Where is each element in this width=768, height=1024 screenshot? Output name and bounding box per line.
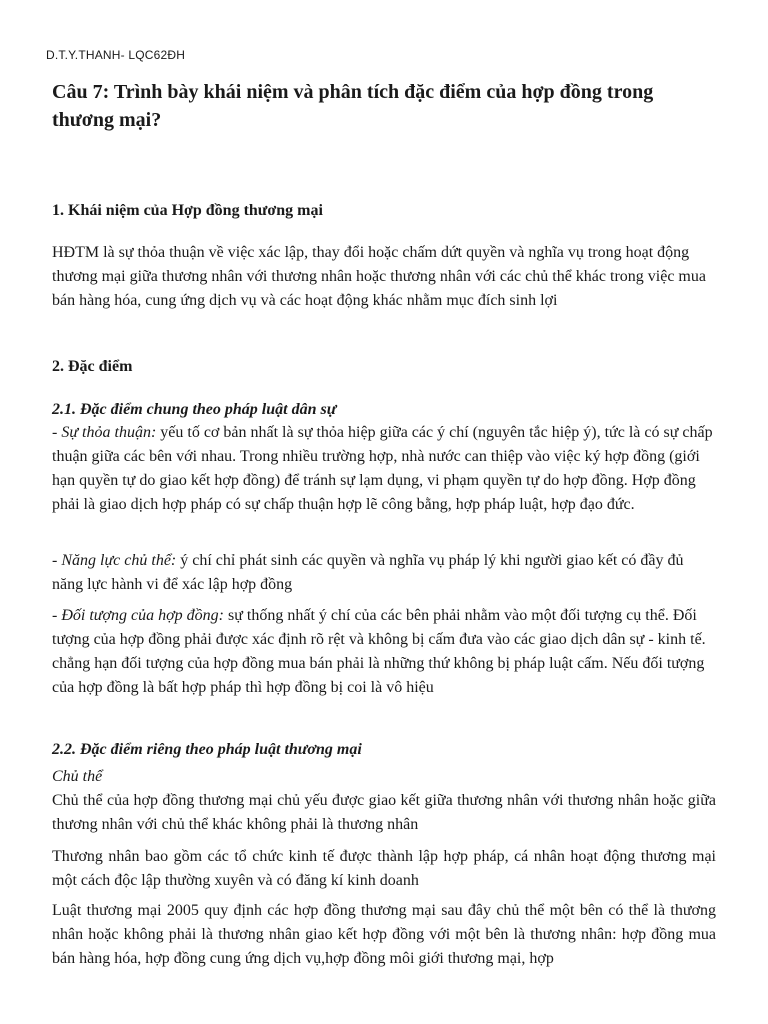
object-text: sự thống nhất ý chí của các bên phải nhằm vào một đối tượng cụ thể. Đối tượng của hợp đồng phải được xác định rõ rệt và không bị cấm đưa vào các giao dịch dân sự - kinh tế. chẳng hạn đối tượng của hợp đồng mua bán phải là những thứ không bị pháp luật cấm. Nếu đối tượng của hợp đồng là bất hợp pháp thì hợp đồng bị coi là vô hiệu bbox=[52, 607, 706, 696]
subject-label: Chủ thể bbox=[52, 768, 103, 785]
section-2-1-paragraph-capacity bbox=[52, 549, 716, 597]
section-2-2-heading: 2.2. Đặc điểm riêng theo pháp luật thương mại bbox=[52, 741, 362, 758]
section-1-heading: 1. Khái niệm của Hợp đồng thương mại bbox=[52, 202, 323, 219]
section-2-2-paragraph-2: Thương nhân bao gồm các tổ chức kinh tế được thành lập hợp pháp, cá nhân hoạt động thương mại một cách độc lập thường xuyên và có đăng kí kinh doanh bbox=[52, 848, 716, 889]
section-2-heading: 2. Đặc điểm bbox=[52, 358, 133, 375]
question-title: Câu 7: Trình bày khái niệm và phân tích đặc điểm của hợp đồng trong thương mại? bbox=[52, 81, 654, 131]
author-header: D.T.Y.THANH- LQC62ĐH bbox=[46, 48, 186, 62]
agreement-text: yếu tố cơ bản nhất là sự thỏa hiệp giữa các ý chí (nguyên tắc hiệp ý), tức là có sự chấp thuận giữa các bên với nhau. Trong nhiều trường hợp, nhà nước can thiệp vào việc ký hợp đồng (giới hạn quyền tự do giao kết hợp đồng) để tránh sự lạm dụng, vi phạm quyền tự do hợp đồng. Hợp đồng phải là giao dịch hợp pháp có sự chấp thuận hợp lẽ công bằng, hợp pháp luật, hợp đạo đức. bbox=[52, 424, 713, 513]
section-2-2-paragraph-3: Luật thương mại 2005 quy định các hợp đồng thương mại sau đây chủ thể một bên có thể là thương nhân hoặc không phải là thương nhân giao kết hợp đồng với một bên là thương nhân: hợp đồng mua bán hàng hóa, hợp đồng cung ứng dịch vụ,hợp đồng môi giới thương mại, hợp bbox=[52, 902, 716, 967]
capacity-text: ý chí chỉ phát sinh các quyền và nghĩa vụ pháp lý khi người giao kết có đầy đủ năng lực hành vi để xác lập hợp đồng bbox=[52, 552, 684, 593]
section-1-body: HĐTM là sự thỏa thuận về việc xác lập, thay đổi hoặc chấm dứt quyền và nghĩa vụ trong hoạt động thương mại giữa thương nhân với thương nhân hoặc thương nhân với các chủ thể khác trong việc mua bán hàng hóa, cung ứng dịch vụ và các hoạt động khác nhằm mục đích sinh lợi bbox=[52, 244, 706, 309]
section-2-1-paragraph-agreement bbox=[52, 421, 716, 517]
section-2-1-paragraph-object bbox=[52, 604, 716, 700]
capacity-label: - Năng lực chủ thể: bbox=[52, 552, 177, 569]
section-2-2-paragraph-1: Chủ thể của hợp đồng thương mại chủ yếu được giao kết giữa thương nhân với thương nhân hoặc giữa thương nhân với chủ thể khác không phải là thương nhân bbox=[52, 792, 716, 833]
agreement-label: - Sự thỏa thuận: bbox=[52, 424, 157, 441]
object-label: - Đối tượng của hợp đồng: bbox=[52, 607, 225, 624]
section-2-1-heading: 2.1. Đặc điểm chung theo pháp luật dân sự bbox=[52, 401, 337, 418]
